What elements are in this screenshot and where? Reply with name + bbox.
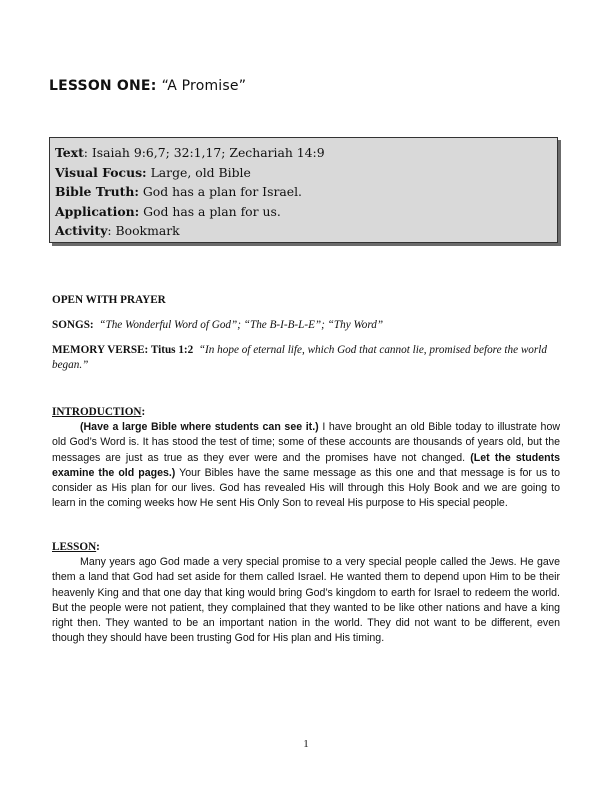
lesson-heading-label: LESSON bbox=[52, 541, 97, 553]
lesson-heading bbox=[52, 540, 560, 555]
songs-line bbox=[52, 318, 560, 333]
lesson-heading-colon: : bbox=[96, 541, 100, 553]
info-text-label: Text bbox=[55, 145, 84, 160]
introduction-text-2: Your Bibles have the same message as this one and that message is for us to consider as His plan for our lives. God has revealed His will through this Holy Book and we are going to learn in the coming weeks how He sent His Only Son to reveal His purpose to His special people. bbox=[52, 466, 560, 510]
introduction-paragraph bbox=[52, 420, 560, 512]
page-number: 1 bbox=[303, 738, 309, 750]
lesson-title-main: LESSON ONE: bbox=[49, 78, 162, 94]
lesson-title bbox=[49, 78, 246, 94]
introduction-instruction-1: (Have a large Bible where students can see it.) bbox=[80, 421, 319, 433]
introduction-heading-colon: : bbox=[141, 406, 146, 418]
memory-verse-label: MEMORY VERSE: Titus 1:2 bbox=[52, 344, 194, 356]
opening-prayer-label: OPEN WITH PRAYER bbox=[52, 294, 166, 306]
info-application-label: Application: bbox=[55, 203, 140, 219]
info-visual-label: Visual Focus: bbox=[55, 164, 147, 180]
introduction-text-1: I have brought an old Bible today to illustrate how old God’s Word is. It has stood the test of time; some of these accounts are thousands of years old, but the messages are just as true as they ever were and the promises have not changed. bbox=[52, 421, 560, 464]
info-row-activity bbox=[55, 221, 557, 241]
info-row-visual-focus bbox=[55, 163, 557, 183]
songs-label: SONGS: bbox=[52, 319, 94, 331]
info-activity-label: Activity bbox=[55, 223, 108, 238]
info-visual-value: Large, old Bible bbox=[146, 164, 251, 180]
info-application-value: God has a plan for us. bbox=[139, 203, 281, 219]
info-row-bible-truth bbox=[55, 182, 557, 202]
lesson-info-box bbox=[49, 137, 558, 243]
lesson-paragraph: Many years ago God made a very special promise to a very special people called the Jews. He gave them a land that God had set aside for them called Israel. He wanted them to depend upon Him to be their heavenly King and that one day that king would bring God’s kingdom to earth for Israel to redeem the world. But the people were not patient, they complained that they wanted to be like other nations and have a king right then. They wanted to be an important nation in the world. They did not want to be different, even though they should have been trusting God for His plan and His timing. bbox=[52, 556, 560, 645]
info-row-application bbox=[55, 202, 557, 222]
info-truth-value: God has a plan for Israel. bbox=[138, 184, 302, 199]
lesson-title-sub: “A Promise” bbox=[161, 78, 247, 94]
introduction-body bbox=[52, 420, 560, 512]
info-row-text bbox=[55, 143, 557, 163]
memory-verse bbox=[52, 343, 560, 373]
introduction-instruction-2: (Let the students examine the old pages.) bbox=[52, 451, 561, 479]
info-activity-value: : Bookmark bbox=[107, 223, 180, 238]
info-text-value: : Isaiah 9:6,7; 32:1,17; Zechariah 14:9 bbox=[83, 145, 325, 160]
info-truth-label: Bible Truth: bbox=[55, 184, 139, 199]
songs-value: “The Wonderful Word of God”; “The B-I-B-L-E”; “Thy Word” bbox=[99, 319, 384, 331]
introduction-heading bbox=[52, 405, 560, 420]
introduction-heading-label: INTRODUCTION bbox=[52, 406, 142, 418]
memory-verse-text: “In hope of eternal life, which God that cannot lie, promised before the world began.” bbox=[52, 344, 547, 371]
lesson-body bbox=[52, 555, 560, 647]
opening-prayer bbox=[52, 293, 560, 308]
